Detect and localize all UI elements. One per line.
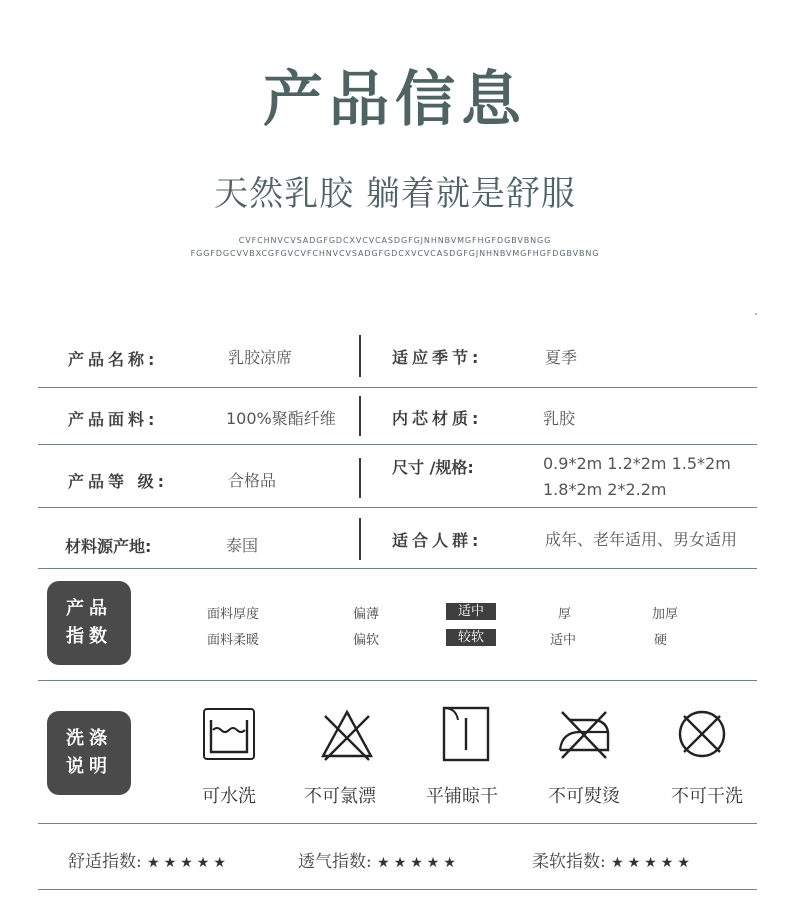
row-divider [38,444,757,445]
column-divider [359,396,361,436]
dry-flat-icon [438,706,494,762]
thickness-option: 加厚 [652,607,679,622]
spec-value-product-name: 乳胶凉席 [228,348,293,367]
column-divider [359,335,361,377]
spec-value-origin: 泰国 [226,536,259,555]
product-index-badge: 产品 指数 [47,581,131,665]
decorative-text-line-1: CVFCHNVCVSADGFGDCXVCVCASDGFGJNHNBVMGFHGFDGBVBNGG [238,236,552,245]
wash-label-no-iron: 不可熨烫 [548,786,620,807]
section-divider [38,889,757,890]
spec-label-product-name: 产品名称: [68,350,159,369]
softness-option-selected: 较软 [446,629,496,646]
wash-label-dry-flat: 平铺晾干 [426,786,498,807]
spec-label-core-material: 内芯材质: [392,409,483,428]
softness-label: 面料柔暖 [207,633,260,648]
star-rating-icon: ★★★★★ [377,855,460,871]
row-divider [38,387,757,388]
softness-option: 偏软 [353,633,380,648]
no-dry-clean-icon [674,706,730,762]
spec-label-fabric: 产品面料: [68,410,159,429]
spec-label-audience: 适合人群: [392,531,483,550]
spec-value-size-line-2: 1.8*2m 2*2.2m [543,480,667,499]
spec-value-core-material: 乳胶 [543,409,576,428]
spec-label-size: 尺寸 /规格: [392,458,474,477]
page-subtitle: 天然乳胶 躺着就是舒服 [214,174,576,214]
spec-label-grade: 产品等 级: [68,472,168,491]
row-divider [38,568,757,569]
page-title: 产品信息 [263,65,527,135]
thickness-label: 面料厚度 [207,607,260,622]
no-iron-icon [556,706,612,762]
washing-badge: 洗涤 说明 [47,711,131,795]
column-divider [359,518,361,560]
softness-option: 适中 [550,633,577,648]
thickness-option: 厚 [558,607,572,622]
decorative-dot [755,313,757,315]
softness-option: 硬 [654,633,668,648]
rating-comfort: 舒适指数: ★★★★★ [68,852,230,872]
spec-value-size-line-1: 0.9*2m 1.2*2m 1.5*2m [543,454,731,473]
rating-softness: 柔软指数: ★★★★★ [532,852,694,872]
spec-value-fabric: 100%聚酯纤维 [226,409,336,428]
section-divider [38,680,757,681]
no-bleach-icon [319,706,375,762]
spec-value-audience: 成年、老年适用、男女适用 [545,530,738,549]
spec-label-season: 适应季节: [392,348,483,367]
star-rating-icon: ★★★★★ [147,855,230,871]
column-divider [359,458,361,498]
star-rating-icon: ★★★★★ [611,855,694,871]
thickness-option: 偏薄 [353,607,380,622]
decorative-text-line-2: FGGFDGCVVBXCGFGVCVFCHNVCVSADGFGDCXVCVCASDGFGJNHNBVMGFHGFDGBVBNG [190,249,600,258]
spec-value-grade: 合格品 [228,471,277,490]
section-divider [38,823,757,824]
wash-label-hand-wash: 可水洗 [202,786,256,807]
thickness-option-selected: 适中 [446,603,496,620]
row-divider [38,507,757,508]
wash-label-no-dry-clean: 不可干洗 [671,786,743,807]
rating-breathability: 透气指数: ★★★★★ [298,852,460,872]
spec-label-origin: 材料源产地: [65,537,152,556]
wash-label-no-bleach: 不可氯漂 [304,786,376,807]
spec-value-season: 夏季 [545,348,578,367]
hand-wash-icon [201,706,257,762]
